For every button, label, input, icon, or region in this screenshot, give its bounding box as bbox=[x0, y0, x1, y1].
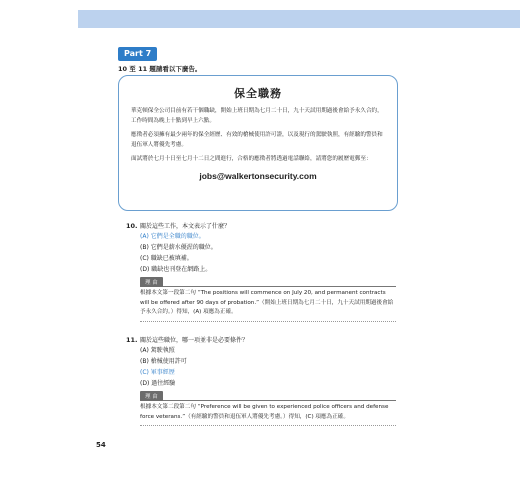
part-badge: Part 7 bbox=[118, 47, 157, 61]
explanation-text: 根據本文第一段第二句 “The positions will commence on July 20, and permanent contracts will be offered after 90 days of probation.”（開始上班日期為七月二十日，九十天試用期過後會給予永久合約。）得知，(A) 項應為正確。 bbox=[140, 289, 396, 322]
option-a: (A) 駕駛執照 bbox=[140, 347, 175, 354]
option-c: (C) 軍事經歷 bbox=[140, 369, 175, 376]
option-b: (B) 它們是薪水優渥的職位。 bbox=[140, 244, 217, 251]
option-d: (D) 職缺也刊登在網路上。 bbox=[140, 266, 212, 273]
question-number: 11. bbox=[126, 336, 138, 344]
question-stem: 關於這些工作，本文表示了什麼？ bbox=[140, 223, 231, 230]
instruction-text: 10 至 11 題請看以下廣告。 bbox=[118, 65, 202, 73]
explanation-rule bbox=[140, 400, 396, 401]
page-number: 54 bbox=[96, 441, 106, 449]
question-number: 10. bbox=[126, 222, 138, 230]
question-11 bbox=[126, 336, 396, 426]
notice-paragraph: 面試將於七月十日至七月十二日之間進行，合格的應徵者將透過電話聯絡，請將您的履歷電郵至： bbox=[131, 156, 372, 162]
job-notice-box bbox=[118, 75, 398, 211]
option-c: (C) 職缺已被填補。 bbox=[140, 255, 193, 262]
notice-paragraph: 華克頓保全公司目前有若干個職缺，開始上班日期為七月二十日，九十天試用期過後會給予永久合約，工作時間為晚上十點到早上六點。 bbox=[131, 108, 383, 124]
option-b: (B) 槍械使用許可 bbox=[140, 358, 187, 365]
question-10 bbox=[126, 222, 396, 322]
explanation-text: 根據本文第二段第二句 “Preference will be given to experienced police officers and defense force veterans.”（有經驗的警員和退伍軍人將優先考慮。）得知，(C) 項應為正確。 bbox=[140, 403, 396, 426]
option-d: (D) 過往經驗 bbox=[140, 380, 176, 387]
notice-paragraph: 應徵者必須擁有最少兩年的保全經歷、有效的槍械使用許可證，以及現行的駕駛執照，有經驗的警員和退伍軍人將優先考慮。 bbox=[131, 132, 383, 148]
explanation-label: 理 由 bbox=[140, 277, 163, 287]
question-stem: 關於這些職位，哪一項並非是必要條件？ bbox=[140, 337, 249, 344]
header-band bbox=[78, 10, 520, 28]
option-a: (A) 它們是全職的職位。 bbox=[140, 233, 205, 240]
explanation-rule bbox=[140, 286, 396, 287]
explanation-label: 理 由 bbox=[140, 391, 163, 401]
notice-email: jobs@walkertonsecurity.com bbox=[199, 170, 317, 181]
notice-title: 保全職務 bbox=[234, 87, 282, 100]
